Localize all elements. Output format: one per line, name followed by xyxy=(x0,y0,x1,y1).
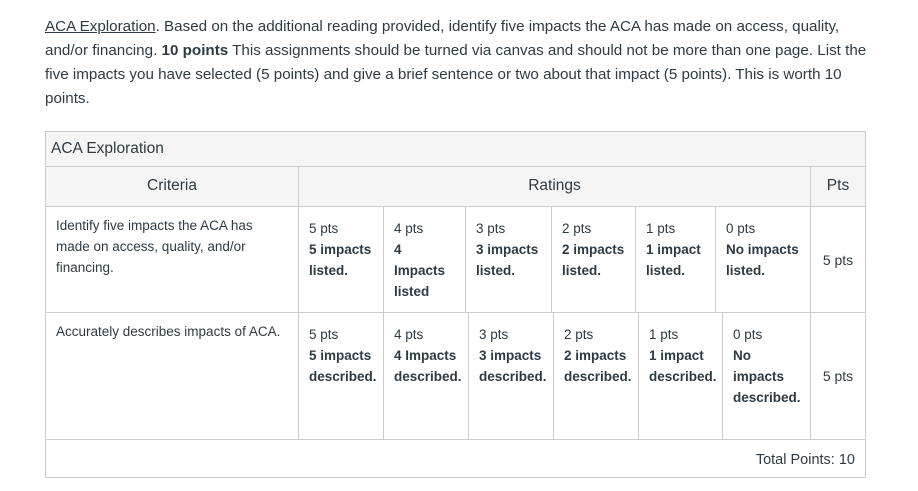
rubric-table xyxy=(45,131,866,478)
rating-cell xyxy=(466,207,552,312)
rating-cell xyxy=(552,207,636,312)
rating-description: No impacts described. xyxy=(733,348,801,405)
assignment-description xyxy=(45,15,875,111)
rating-description: 3 impacts listed. xyxy=(476,242,539,278)
rubric-title: ACA Exploration xyxy=(46,132,865,167)
rating-cell xyxy=(384,207,466,312)
rating-points: 3 pts xyxy=(476,221,506,236)
rating-points: 2 pts xyxy=(562,221,592,236)
description-text-1: . Based on the additional reading provided, identify five impacts the ACA has made on access, quality, and/or financing. xyxy=(45,18,840,59)
rating-cell xyxy=(469,313,554,439)
rating-description: 4 Impacts described. xyxy=(394,348,462,384)
rating-points: 0 pts xyxy=(733,327,763,342)
rating-description: 2 impacts listed. xyxy=(562,242,625,278)
rating-cell xyxy=(639,313,723,439)
rating-points: 4 pts xyxy=(394,221,424,236)
rating-cell xyxy=(636,207,716,312)
rating-points: 5 pts xyxy=(309,221,339,236)
rating-description: 2 impacts described. xyxy=(564,348,632,384)
rating-description: 1 impact described. xyxy=(649,348,717,384)
rating-points: 5 pts xyxy=(309,327,339,342)
description-text-2: This assignments should be turned via canvas and should not be more than one page. List the five impacts you have selected (5 points) and give a brief sentence or two about that impact (5 points). This is worth 10 points. xyxy=(45,42,867,107)
criterion-description: Accurately describes impacts of ACA. xyxy=(46,313,299,439)
header-criteria: Criteria xyxy=(46,167,299,207)
rating-points: 0 pts xyxy=(726,221,756,236)
rating-points: 2 pts xyxy=(564,327,594,342)
criterion-description: Identify five impacts the ACA has made on access, quality, and/or financing. xyxy=(46,207,299,312)
rating-cell xyxy=(299,313,384,439)
rubric-row-describe xyxy=(46,313,865,440)
rating-description: 5 impacts listed. xyxy=(309,242,372,278)
total-points: Total Points: 10 xyxy=(755,452,855,468)
rating-description: 4 Impacts listed xyxy=(394,242,446,299)
criterion-points: 5 pts xyxy=(822,251,854,268)
rating-cell xyxy=(716,207,811,312)
criterion-points: 5 pts xyxy=(822,368,854,384)
rating-description: 3 impacts described. xyxy=(479,348,547,384)
points-label: 10 points xyxy=(161,42,229,59)
rating-cell xyxy=(299,207,384,312)
rubric-row-identify xyxy=(46,207,865,313)
rating-description: No impacts listed. xyxy=(726,242,799,278)
rating-points: 1 pts xyxy=(646,221,676,236)
assignment-title-link[interactable]: ACA Exploration xyxy=(45,18,156,35)
rating-cell xyxy=(723,313,811,439)
rating-cell xyxy=(384,313,469,439)
header-pts: Pts xyxy=(811,167,865,207)
rating-description: 5 impacts described. xyxy=(309,348,377,384)
rating-points: 4 pts xyxy=(394,327,424,342)
rating-description: 1 impact listed. xyxy=(646,242,701,278)
rating-points: 3 pts xyxy=(479,327,509,342)
rating-cell xyxy=(554,313,639,439)
header-ratings: Ratings xyxy=(299,167,811,207)
rating-points: 1 pts xyxy=(649,327,679,342)
